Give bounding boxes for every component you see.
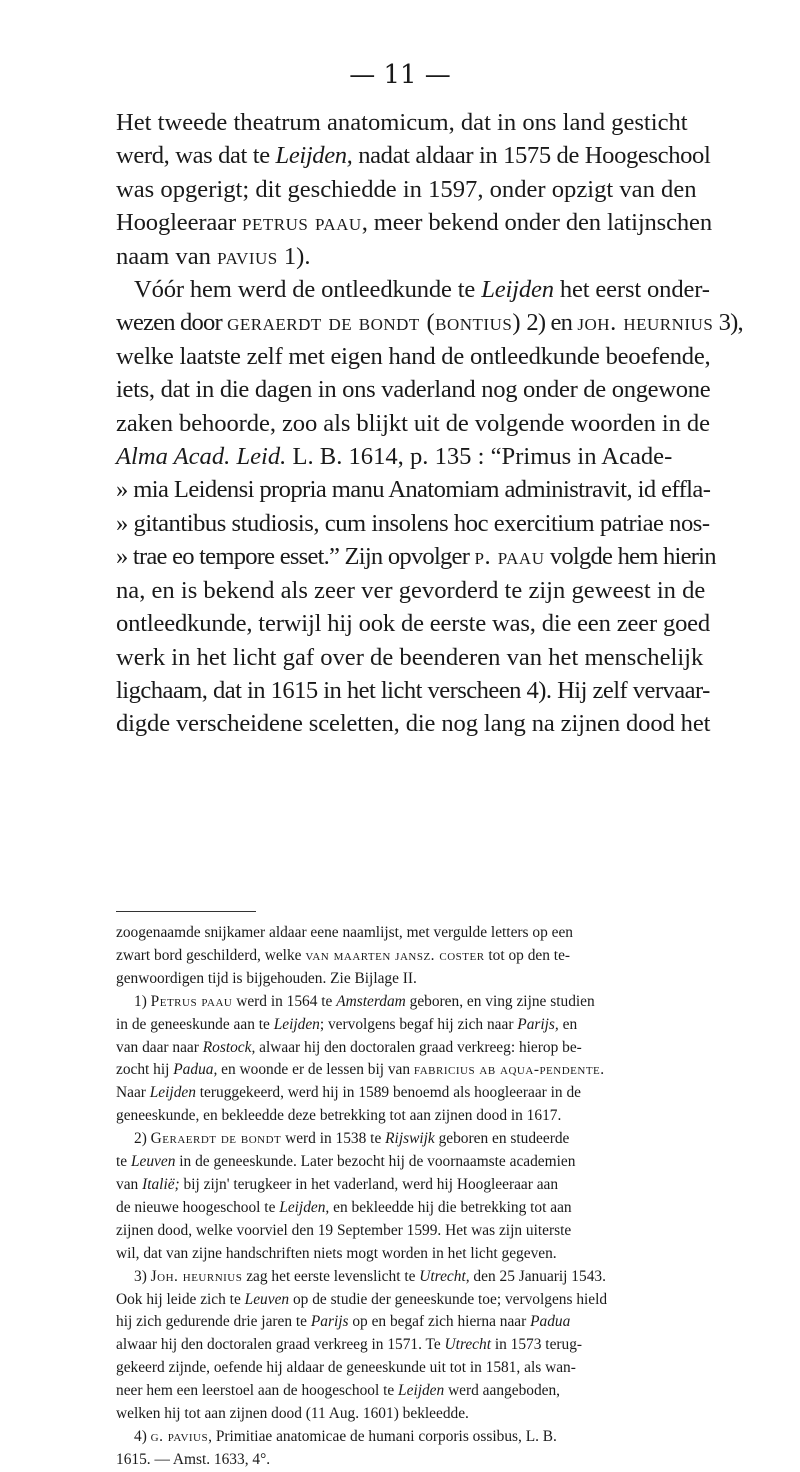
text-run: zocht hij	[116, 1061, 174, 1079]
text-run: , Primitiae anatomicae de humani corporis ossibus, L. B.	[208, 1427, 557, 1445]
text-line	[116, 991, 710, 1014]
text-line	[116, 1243, 710, 1266]
text-run: Ook hij leide zich te	[116, 1290, 245, 1308]
text-line	[116, 306, 743, 339]
text-run: was opgerigt; dit geschiedde in 1597, onder opzigt van den	[116, 175, 697, 203]
italic-text: Italië;	[142, 1175, 180, 1193]
text-line	[116, 173, 710, 206]
text-line	[116, 1128, 710, 1151]
text-line	[116, 707, 710, 740]
text-line	[116, 1403, 710, 1426]
text-run: in de geneeskunde aan te	[116, 1015, 274, 1033]
text-line	[116, 1289, 710, 1312]
text-run: 1615. — Amst. 1633, 4°.	[116, 1450, 271, 1468]
text-run: geboren, en ving zijne studien	[405, 992, 595, 1010]
text-run: op en begaf zich hierna naar	[348, 1313, 531, 1331]
small-caps-name: petrus paau	[242, 209, 362, 237]
text-run: zwart bord geschilderd, welke	[116, 946, 306, 964]
italic-text: Leijden	[273, 1015, 320, 1033]
small-caps-name: g. pavius	[150, 1427, 209, 1445]
text-run: Naar	[116, 1084, 150, 1102]
italic-text: Rostock,	[202, 1038, 256, 1056]
text-line	[116, 968, 710, 991]
text-line	[116, 540, 716, 573]
italic-text: Parijs,	[517, 1015, 559, 1033]
text-run: 3)	[134, 1267, 151, 1285]
text-line	[116, 407, 710, 440]
text-run: den 25 Januarij 1543.	[469, 1267, 606, 1285]
text-run: neer hem een leerstoel aan de hoogeschool te	[116, 1382, 399, 1400]
small-caps-name: joh. heurnius	[577, 309, 714, 337]
text-line	[116, 1357, 710, 1380]
text-line	[116, 1266, 710, 1289]
text-line	[116, 473, 710, 506]
text-line	[116, 945, 710, 968]
text-line	[116, 273, 710, 306]
text-line	[116, 1334, 710, 1357]
italic-text: Amsterdam	[336, 992, 406, 1010]
text-run: en woonde er de lessen bij van	[217, 1061, 414, 1079]
text-run: L. B. 1614, p. 135 : “Primus in Acade-	[286, 443, 673, 471]
text-run: zaken behoorde, zoo als blijkt uit de volgende woorden in de	[116, 409, 710, 437]
text-line	[116, 641, 710, 674]
text-line	[116, 340, 710, 373]
text-run: welken hij tot aan zijnen dood (11 Aug. 1601) bekleedde.	[116, 1405, 469, 1423]
text-run: bij zijn' terugkeer in het vaderland, werd hij Hoogleeraar aan	[179, 1175, 559, 1193]
text-line	[116, 1311, 710, 1334]
italic-text: Leijden,	[279, 1198, 330, 1216]
text-run: wil, dat van zijne handschriften niets mogt worden in het licht gegeven.	[116, 1244, 557, 1262]
text-run: van	[116, 1175, 143, 1193]
italic-text: Leuven	[244, 1290, 290, 1308]
text-run: zijnen dood, welke voorviel den 19 September 1599. Het was zijn uiterste	[116, 1221, 572, 1239]
italic-text: Utrecht	[444, 1336, 491, 1354]
small-caps-name: p. paau	[474, 543, 545, 571]
text-run: , meer bekend onder den latijnschen	[361, 209, 712, 237]
text-run: teruggekeerd, werd hij in 1589 benoemd als hoogleeraar in de	[195, 1084, 581, 1102]
body-text	[116, 106, 743, 741]
text-run: zag het eerste levenslicht te	[242, 1267, 420, 1285]
footnote-divider	[116, 911, 256, 912]
text-line	[116, 373, 710, 406]
text-line	[116, 206, 710, 239]
text-run: ; vervolgens begaf hij zich naar	[319, 1015, 518, 1033]
text-line	[116, 1082, 710, 1105]
small-caps-name: Joh. heurnius	[150, 1267, 243, 1285]
text-run: hij zich gedurende drie jaren te	[116, 1313, 311, 1331]
text-run: te	[116, 1153, 131, 1171]
text-run: alwaar hij den doctoralen graad verkreeg: hierop be-	[255, 1038, 582, 1056]
text-run: digde verscheidene sceletten, die nog lang na zijnen dood het	[116, 710, 711, 738]
text-run: Vóór hem werd de ontleedkunde te	[134, 276, 482, 304]
italic-text: Padua,	[173, 1061, 218, 1079]
text-line	[116, 440, 710, 473]
text-run: werk in het licht gaf over de beenderen van het menschelijk	[116, 643, 704, 671]
text-run: » mia Leidensi propria manu Anatomiam administravit, id effla-	[116, 476, 711, 504]
text-run: tot op den te-	[484, 946, 571, 964]
text-run: 2) en	[521, 309, 578, 337]
italic-text: Leijden,	[275, 142, 353, 170]
text-run: werd in 1538 te	[281, 1130, 386, 1148]
text-line	[116, 1220, 710, 1243]
text-run: 4)	[134, 1427, 151, 1445]
text-run: geboren en studeerde	[434, 1130, 570, 1148]
text-line	[116, 1151, 710, 1174]
text-line	[116, 106, 710, 139]
text-run: nadat aldaar in 1575 de Hoogeschool	[352, 142, 711, 170]
italic-text: Leijden	[398, 1382, 445, 1400]
text-run: volgde hem hierin	[544, 543, 716, 571]
text-line	[116, 1197, 710, 1220]
italic-text: Leijden	[481, 276, 554, 304]
text-line	[116, 1426, 710, 1449]
text-run: welke laatste zelf met eigen hand de ontleedkunde beoefende,	[116, 342, 711, 370]
text-run: Het tweede theatrum anatomicum, dat in ons land gesticht	[116, 109, 688, 136]
text-run: » gitantibus studiosis, cum insolens hoc exercitium patriae nos-	[116, 509, 710, 537]
text-run: iets, dat in die dagen in ons vaderland nog onder de ongewone	[116, 376, 711, 404]
text-line	[116, 922, 710, 945]
small-caps-name: van maarten jansz. coster	[305, 946, 485, 964]
text-run: in 1573 terug-	[491, 1336, 583, 1354]
text-run: de nieuwe hoogeschool te	[116, 1198, 280, 1216]
footnotes	[116, 922, 710, 1472]
text-line	[116, 607, 710, 640]
italic-text: Alma Acad. Leid.	[116, 443, 287, 471]
small-caps-name: Petrus paau	[150, 992, 233, 1010]
text-line	[116, 507, 710, 540]
text-run: in de geneeskunde. Later bezocht hij de voornaamste academien	[175, 1153, 576, 1171]
body-paragraphs	[116, 106, 743, 741]
text-run: geneeskunde, en bekleedde deze betrekking tot aan zijnen dood in 1617.	[116, 1107, 562, 1125]
text-run: alwaar hij den doctoralen graad verkreeg in 1571. Te	[116, 1336, 445, 1354]
text-run: naam van	[116, 242, 218, 270]
text-run: werd, was dat te	[116, 142, 276, 170]
text-run: Hoogleeraar	[116, 209, 243, 237]
text-run: » trae eo tempore esset.” Zijn opvolger	[116, 543, 475, 571]
text-line	[116, 139, 710, 172]
text-run: ligchaam, dat in 1615 in het licht verscheen 4). Hij zelf vervaar-	[116, 676, 710, 704]
text-line	[116, 1380, 710, 1403]
text-run: werd aangeboden,	[444, 1382, 561, 1400]
text-line	[116, 1014, 710, 1037]
text-line	[116, 574, 710, 607]
text-line	[116, 1105, 710, 1128]
text-line	[116, 1174, 710, 1197]
text-line	[116, 674, 710, 707]
small-caps-name: pavius	[217, 242, 278, 270]
text-run: na, en is bekend als zeer ver gevorderd te zijn geweest in de	[116, 576, 706, 604]
text-run: 3),	[713, 309, 743, 337]
text-run: 2)	[134, 1130, 151, 1148]
text-run: gekeerd zijnde, oefende hij aldaar de geneeskunde uit tot in 1581, als wan-	[116, 1359, 576, 1377]
text-run: 1)	[134, 992, 151, 1010]
text-line	[116, 240, 710, 273]
italic-text: Leijden	[149, 1084, 196, 1102]
text-run: zoogenaamde snijkamer aldaar eene naamlijst, met vergulde letters op een	[116, 924, 573, 941]
text-run: op de studie der geneeskunde toe; vervolgens hield	[289, 1290, 608, 1308]
italic-text: Utrecht,	[419, 1267, 470, 1285]
text-run: ontleedkunde, terwijl hij ook de eerste was, die een zeer goed	[116, 610, 711, 638]
text-run: wezen door	[116, 309, 228, 337]
text-run: van daar naar	[116, 1038, 203, 1056]
text-run: genwoordigen tijd is bijgehouden. Zie Bijlage II.	[116, 969, 417, 987]
text-run: werd in 1564 te	[232, 992, 337, 1010]
footnote-lines	[116, 922, 710, 1472]
text-run: het eerst onder-	[553, 276, 710, 304]
text-run: 1).	[277, 242, 311, 270]
italic-text: Leuven	[130, 1153, 176, 1171]
page-number: — 11 —	[349, 60, 451, 90]
text-line	[116, 1449, 710, 1472]
text-line	[116, 1037, 710, 1060]
small-caps-name: Geraerdt de bondt	[150, 1130, 282, 1148]
text-run: en bekleedde hij die betrekking tot aan	[329, 1198, 572, 1216]
italic-text: Rijswijk	[385, 1130, 435, 1148]
small-caps-name: fabricius ab aqua-pendente.	[413, 1061, 605, 1079]
italic-text: Padua	[530, 1313, 571, 1331]
small-caps-name: geraerdt de bondt (bontius)	[227, 309, 522, 337]
text-run: en	[558, 1015, 578, 1033]
text-line	[116, 1059, 710, 1082]
italic-text: Parijs	[310, 1313, 349, 1331]
